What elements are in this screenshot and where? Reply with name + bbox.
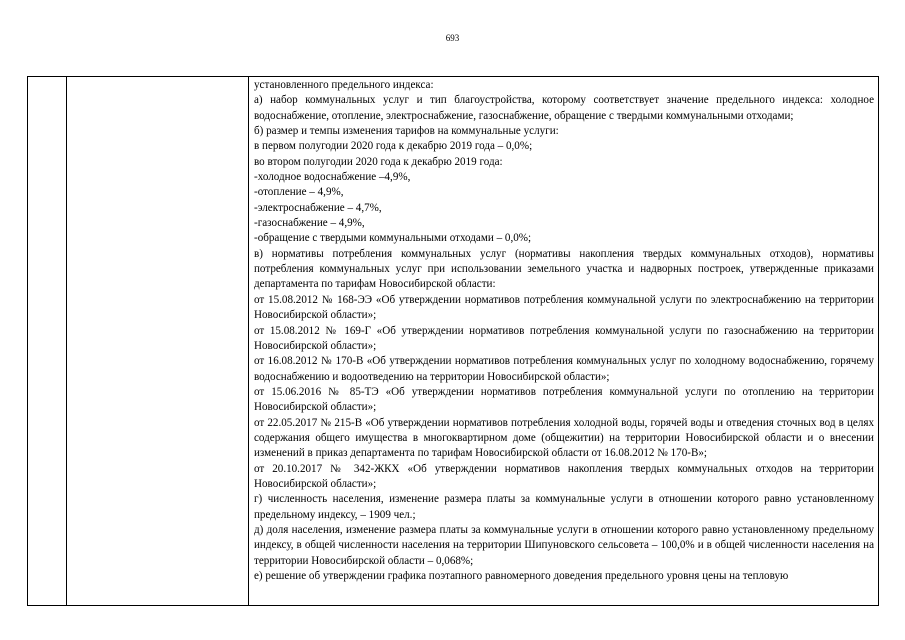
text-paragraph: от 15.08.2012 № 169-Г «Об утверждении нормативов потребления коммунальной услуги по газоснабжению на территории Новосибирской области»; bbox=[254, 324, 874, 352]
text-paragraph: от 22.05.2017 № 215-В «Об утверждении нормативов потребления холодной воды, горячей воды и отведения сточных вод в целях содержания общего имущества в многоквартирном доме (общежитии) на территории Новосибирской области и о внесении изменений в приказ департамента по тарифам Новосибирской области от 16.08.2012 № 170-В»; bbox=[254, 416, 874, 460]
text-paragraph: -газоснабжение – 4,9%, bbox=[254, 217, 365, 230]
column-divider-2 bbox=[248, 77, 249, 605]
text-paragraph: -обращение с твердыми коммунальными отходами – 0,0%; bbox=[254, 232, 532, 245]
text-paragraph: от 16.08.2012 № 170-В «Об утверждении нормативов потребления коммунальных услуг по холодному водоснабжению, горячему водоснабжению и водоотведению на территории Новосибирской области»; bbox=[254, 355, 874, 383]
text-paragraph: -отопление – 4,9%, bbox=[254, 186, 344, 199]
text-paragraph: во втором полугодии 2020 года к декабрю 2019 года: bbox=[254, 155, 503, 168]
text-paragraph: а) набор коммунальных услуг и тип благоустройства, которому соответствует значение предельного индекса: холодное водоснабжение, отопление, электроснабжение, газоснабжение, обращение с твердыми коммунальными отходами; bbox=[254, 94, 874, 122]
text-paragraph: в) нормативы потребления коммунальных услуг (нормативы накопления твердых коммунальных отходов), нормативы потребления коммунальных услуг при использовании земельного участка и надворных построек, утвержденные приказами департамента по тарифам Новосибирской области: bbox=[254, 247, 874, 291]
text-paragraph: б) размер и темпы изменения тарифов на коммунальные услуги: bbox=[254, 125, 559, 138]
text-paragraph: от 15.06.2016 № 85-ТЭ «Об утверждении нормативов потребления коммунальной услуги по отоплению на территории Новосибирской области»; bbox=[254, 385, 874, 414]
column-divider-1 bbox=[66, 77, 67, 605]
text-paragraph: в первом полугодии 2020 года к декабрю 2019 года – 0,0%; bbox=[254, 140, 533, 153]
text-paragraph: -холодное водоснабжение –4,9%, bbox=[254, 171, 411, 184]
text-paragraph: установленного предельного индекса: bbox=[254, 79, 434, 91]
text-paragraph: г) численность населения, изменение размера платы за коммунальные услуги в отношении которого равно установленному предельному индексу, – 1909 чел.; bbox=[254, 493, 874, 521]
text-paragraph: е) решение об утверждении графика поэтапного равномерного доведения предельного уровня цены на тепловую bbox=[254, 570, 789, 582]
text-paragraph: от 15.08.2012 № 168-ЭЭ «Об утверждении нормативов потребления коммунальной услуги по электроснабжению на территории Новосибирской области»; bbox=[254, 293, 874, 322]
text-paragraph: от 20.10.2017 № 342-ЖКХ «Об утверждении нормативов накопления твердых коммунальных отходов на территории Новосибирской области»; bbox=[254, 462, 874, 490]
content-table bbox=[27, 76, 879, 606]
text-cell bbox=[254, 78, 874, 584]
text-paragraph: -электроснабжение – 4,7%, bbox=[254, 201, 382, 214]
page-number: 693 bbox=[445, 33, 460, 43]
text-paragraph: д) доля населения, изменение размера платы за коммунальные услуги в отношении которого равно установленному предельному индексу, в общей численности населения на территории Шипуновского сельсовета – 100,0% и в общей численности населения на территории Новосибирской области – 0,068%; bbox=[254, 523, 874, 567]
